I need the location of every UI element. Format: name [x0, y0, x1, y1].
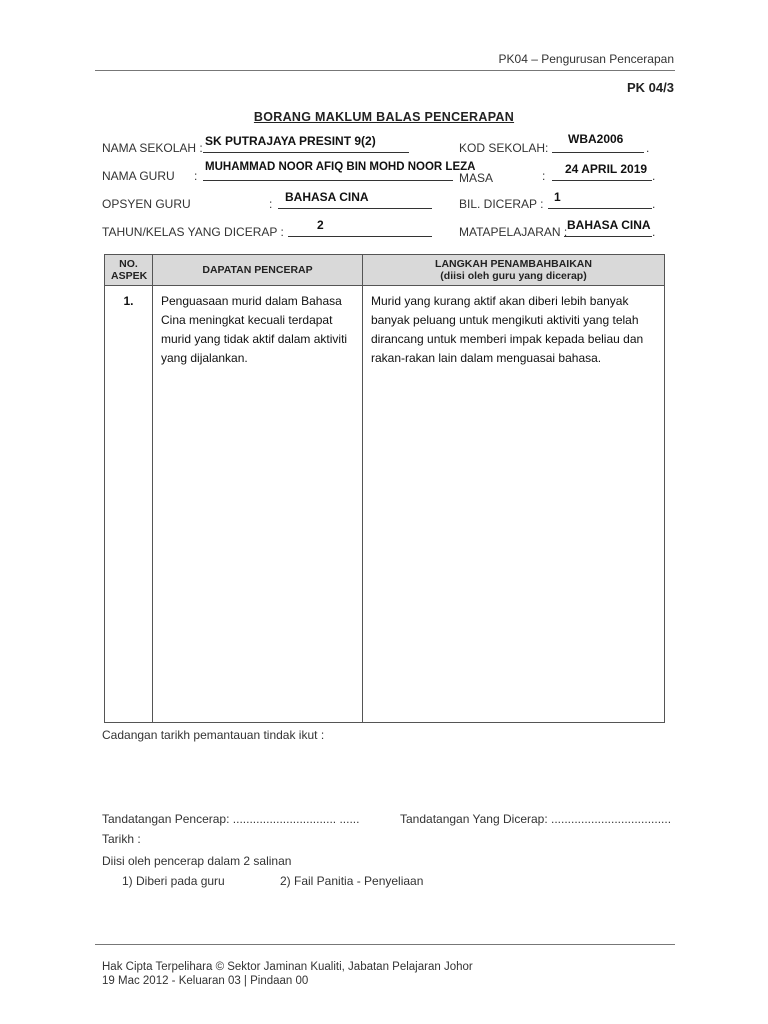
bil-dicerap-value[interactable]: 1 — [554, 190, 561, 204]
matapelajaran-dot: . — [652, 225, 656, 239]
matapelajaran-label: MATAPELAJARAN : — [459, 225, 568, 239]
feedback-table — [104, 254, 665, 723]
bil-dicerap-dot: . — [652, 197, 656, 211]
nama-guru-label: NAMA GURU — [102, 169, 175, 183]
nama-guru-line — [203, 180, 453, 181]
signature-dicerap: Tandatangan Yang Dicerap: .................................... — [400, 812, 672, 826]
tarikh-label: Tarikh : — [102, 832, 141, 846]
header-no-aspek: NO. ASPEK — [105, 255, 153, 286]
opsyen-guru-colon: : — [269, 197, 273, 211]
footer-version: 19 Mac 2012 - Keluaran 03 | Pindaan 00 — [102, 975, 309, 987]
header-langkah-title: LANGKAH PENAMBAHBAIKAN — [435, 258, 592, 270]
nama-sekolah-label: NAMA SEKOLAH : — [102, 141, 203, 155]
module-header: PK04 – Pengurusan Pencerapan — [498, 52, 674, 66]
kod-sekolah-value[interactable]: WBA2006 — [568, 132, 624, 146]
nama-sekolah-line — [203, 152, 409, 153]
footer-divider — [95, 944, 675, 945]
table-header-row — [105, 255, 665, 286]
nama-guru-colon: : — [194, 169, 198, 183]
langkah-cell[interactable]: Murid yang kurang aktif akan diberi lebih banyak banyak peluang untuk mengikuti aktiviti yang telah dirancang untuk memberi impak kepada beliau dan rakan-rakan lain dalam menguasai bahasa. — [363, 286, 665, 723]
kod-sekolah-line — [552, 152, 644, 153]
opsyen-guru-line — [278, 208, 432, 209]
copies-note: Diisi oleh pencerap dalam 2 salinan — [102, 854, 292, 868]
tahun-kelas-line — [288, 236, 432, 237]
nama-sekolah-value[interactable]: SK PUTRAJAYA PRESINT 9(2) — [205, 134, 376, 148]
header-divider — [95, 70, 675, 71]
opsyen-guru-value[interactable]: BAHASA CINA — [285, 190, 369, 204]
copy-item-2: 2) Fail Panitia - Penyeliaan — [280, 874, 424, 888]
tahun-kelas-label: TAHUN/KELAS YANG DICERAP : — [102, 225, 284, 239]
nama-guru-value[interactable]: MUHAMMAD NOOR AFIQ BIN MOHD NOOR LEZA — [205, 161, 476, 173]
copy-item-1: 1) Diberi pada guru — [122, 874, 225, 888]
row-number: 1. — [105, 286, 153, 723]
tahun-kelas-value[interactable]: 2 — [317, 218, 324, 232]
masa-value[interactable]: 24 APRIL 2019 — [565, 162, 648, 176]
dapatan-cell[interactable]: Penguasaan murid dalam Bahasa Cina meningkat kecuali terdapat murid yang tidak aktif dalam aktiviti yang dijalankan. — [153, 286, 363, 723]
matapelajaran-line — [564, 236, 652, 237]
opsyen-guru-label: OPSYEN GURU — [102, 197, 191, 211]
header-langkah — [363, 255, 665, 286]
signature-pencerap: Tandatangan Pencerap: ............................... ...... — [102, 812, 360, 826]
form-title: BORANG MAKLUM BALAS PENCERAPAN — [253, 110, 515, 124]
footer-copyright: Hak Cipta Terpelihara © Sektor Jaminan Kualiti, Jabatan Pelajaran Johor — [102, 961, 473, 973]
table-row — [105, 286, 665, 723]
cadangan-text: Cadangan tarikh pemantauan tindak ikut : — [102, 728, 325, 742]
kod-sekolah-dot: . — [646, 141, 650, 155]
header-langkah-sub: (diisi oleh guru yang dicerap) — [440, 270, 587, 282]
masa-dot: . — [652, 169, 656, 183]
header-dapatan: DAPATAN PENCERAP — [153, 255, 363, 286]
bil-dicerap-line — [548, 208, 652, 209]
bil-dicerap-label: BIL. DICERAP : — [459, 197, 544, 211]
form-code: PK 04/3 — [627, 80, 674, 95]
masa-colon: : — [542, 169, 546, 183]
masa-line — [552, 180, 652, 181]
kod-sekolah-label: KOD SEKOLAH: — [459, 141, 549, 155]
matapelajaran-value[interactable]: BAHASA CINA — [567, 218, 651, 232]
masa-label: MASA — [459, 171, 494, 185]
